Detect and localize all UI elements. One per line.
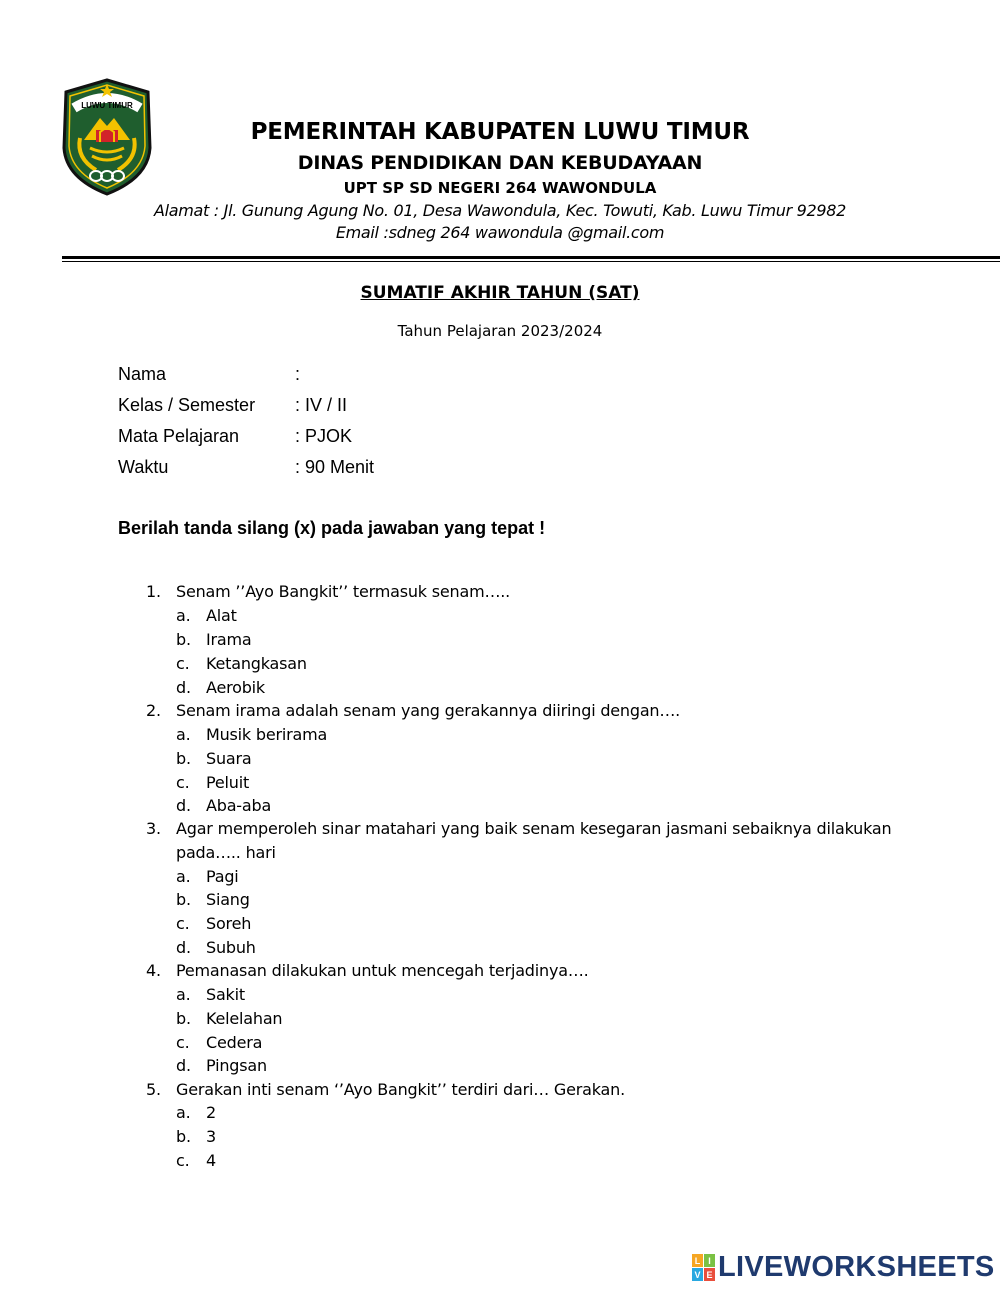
option-letter: a.	[176, 867, 191, 886]
header-divider-thin	[62, 261, 1000, 262]
info-label-kelas: Kelas / Semester	[118, 395, 256, 415]
question-text: Senam irama adalah senam yang gerakannya diiringi dengan….	[176, 701, 681, 720]
option-letter: b.	[176, 1127, 191, 1146]
question-number: 4.	[146, 961, 161, 980]
svg-text:I: I	[708, 1256, 711, 1266]
option-letter: c.	[176, 914, 190, 933]
option-text[interactable]: Siang	[206, 890, 250, 909]
option-letter: a.	[176, 725, 191, 744]
option-letter: c.	[176, 1033, 190, 1052]
option-text[interactable]: Pagi	[206, 867, 239, 886]
option-text[interactable]: 3	[206, 1127, 216, 1146]
option-text[interactable]: Alat	[206, 606, 237, 625]
option-text[interactable]: Subuh	[206, 938, 256, 957]
question-text: Senam ’’Ayo Bangkit’’ termasuk senam…..	[176, 582, 511, 601]
question-text: Agar memperoleh sinar matahari yang baik senam kesegaran jasmani sebaiknya dilakukan	[176, 819, 892, 838]
info-label-nama: Nama	[118, 364, 167, 384]
option-text[interactable]: 4	[206, 1151, 216, 1170]
question-number: 3.	[146, 819, 161, 838]
option-letter: b.	[176, 630, 191, 649]
question-number: 2.	[146, 701, 161, 720]
option-letter: b.	[176, 890, 191, 909]
option-letter: a.	[176, 606, 191, 625]
option-text[interactable]: Musik berirama	[206, 725, 328, 744]
option-letter: b.	[176, 749, 191, 768]
info-value-waktu: : 90 Menit	[295, 457, 375, 477]
option-text[interactable]: Cedera	[206, 1033, 263, 1052]
option-text[interactable]: Suara	[206, 749, 252, 768]
option-text[interactable]: Peluit	[206, 773, 250, 792]
department-title: DINAS PENDIDIKAN DAN KEBUDAYAAN	[297, 152, 703, 174]
option-letter: d.	[176, 796, 191, 815]
school-address: Alamat : Jl. Gunung Agung No. 01, Desa Wawondula, Kec. Towuti, Kab. Luwu Timur 92982	[153, 201, 847, 220]
svg-text:V: V	[694, 1270, 701, 1280]
logo-text: LUWU TIMUR	[81, 101, 133, 110]
option-letter: c.	[176, 654, 190, 673]
question-text: Pemanasan dilakukan untuk mencegah terjadinya….	[176, 961, 589, 980]
option-text[interactable]: Kelelahan	[206, 1009, 283, 1028]
option-text[interactable]: Irama	[206, 630, 252, 649]
option-text[interactable]: Ketangkasan	[206, 654, 307, 673]
option-letter: b.	[176, 1009, 191, 1028]
question-number: 5.	[146, 1080, 161, 1099]
option-text[interactable]: Soreh	[206, 914, 252, 933]
info-value-kelas: : IV / II	[295, 395, 348, 415]
option-text[interactable]: 2	[206, 1103, 216, 1122]
info-value-mapel: : PJOK	[295, 426, 353, 446]
school-name: UPT SP SD NEGERI 264 WAWONDULA	[343, 179, 657, 197]
exam-title: SUMATIF AKHIR TAHUN (SAT)	[360, 283, 640, 303]
option-text[interactable]: Aba-aba	[206, 796, 272, 815]
svg-text:L: L	[694, 1256, 701, 1266]
question-number: 1.	[146, 582, 161, 601]
option-letter: c.	[176, 1151, 190, 1170]
question-text-continued: pada….. hari	[176, 843, 276, 862]
question-text: Gerakan inti senam ‘’Ayo Bangkit’’ terdiri dari… Gerakan.	[176, 1080, 625, 1099]
academic-year: Tahun Pelajaran 2023/2024	[397, 322, 603, 340]
info-value-nama: :	[295, 364, 301, 384]
option-letter: d.	[176, 678, 191, 697]
school-email: Email :sdneg 264 wawondula @gmail.com	[335, 223, 665, 242]
option-text[interactable]: Pingsan	[206, 1056, 267, 1075]
government-title: PEMERINTAH KABUPATEN LUWU TIMUR	[250, 119, 750, 145]
option-text[interactable]: Aerobik	[206, 678, 265, 697]
info-label-mapel: Mata Pelajaran	[118, 426, 240, 446]
option-letter: d.	[176, 938, 191, 957]
option-letter: d.	[176, 1056, 191, 1075]
option-letter: a.	[176, 1103, 191, 1122]
svg-text:LUWU TIMUR	[81, 101, 133, 110]
info-label-waktu: Waktu	[118, 457, 169, 477]
option-letter: c.	[176, 773, 190, 792]
liveworksheets-watermark[interactable]: LIVEWORKSHEETS	[718, 1251, 995, 1283]
option-text[interactable]: Sakit	[206, 985, 245, 1004]
svg-text:E: E	[706, 1270, 713, 1280]
liveworksheets-badge-icon	[692, 1254, 716, 1286]
header-divider-thick	[62, 256, 1000, 259]
instruction: Berilah tanda silang (x) pada jawaban yang tepat !	[118, 518, 546, 538]
option-letter: a.	[176, 985, 191, 1004]
